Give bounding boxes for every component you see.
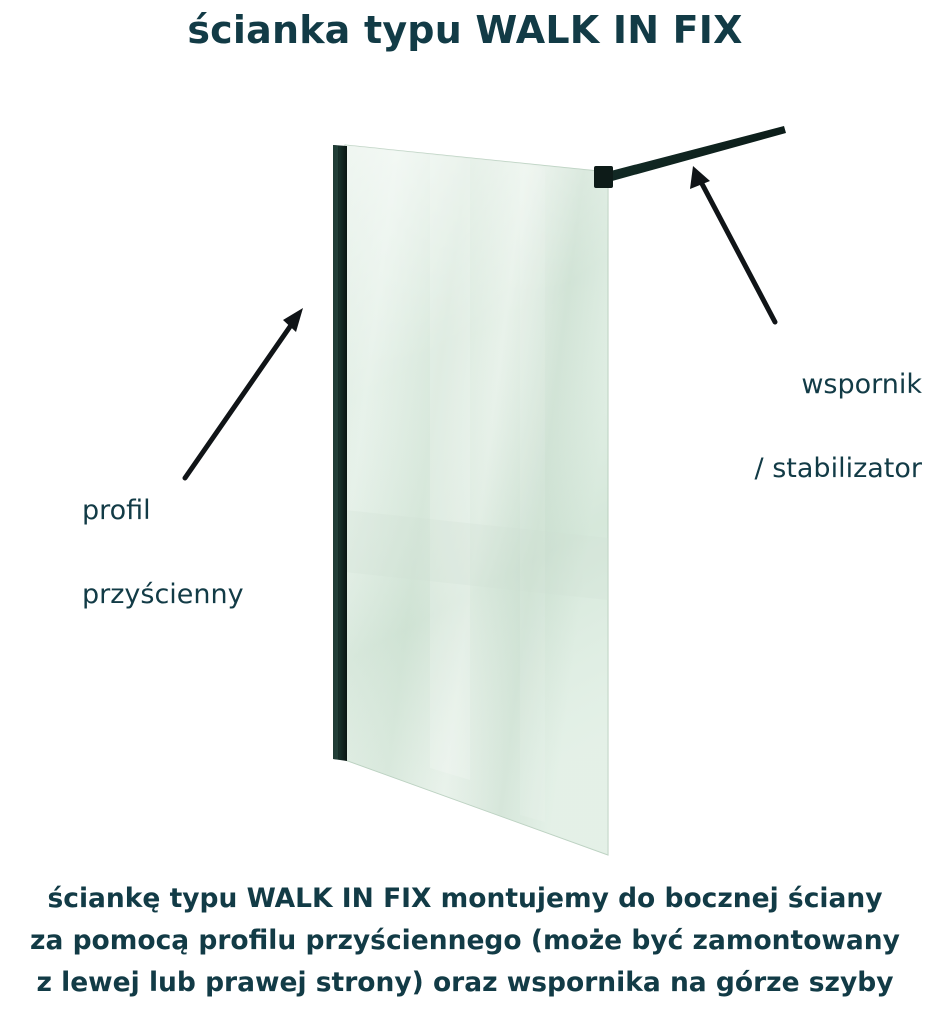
callout-label-wall-profile-line1: profil xyxy=(82,495,151,526)
caption-line-2: za pomocą profilu przyściennego (może być zamontowany xyxy=(30,925,900,956)
callout-label-wall-profile-line2: przyścienny xyxy=(82,579,244,610)
arrow-to-support-bar xyxy=(690,166,775,322)
caption-line-3: z lewej lub prawej strony) oraz wspornika na górze szyby xyxy=(36,967,894,998)
page-title: ścianka typu WALK IN FIX xyxy=(187,8,743,52)
wall-profile xyxy=(333,145,347,761)
glass-panel xyxy=(345,145,608,855)
support-bar xyxy=(594,126,786,188)
callout-label-support-bar-line2: / stabilizator xyxy=(754,453,922,484)
callout-label-support-bar xyxy=(755,322,922,532)
callout-label-support-bar-line1: wspornik xyxy=(801,369,922,400)
callout-label-wall-profile xyxy=(82,448,244,658)
caption-block xyxy=(0,878,930,1004)
caption-line-1: ściankę typu WALK IN FIX montujemy do bocznej ściany xyxy=(47,883,883,914)
